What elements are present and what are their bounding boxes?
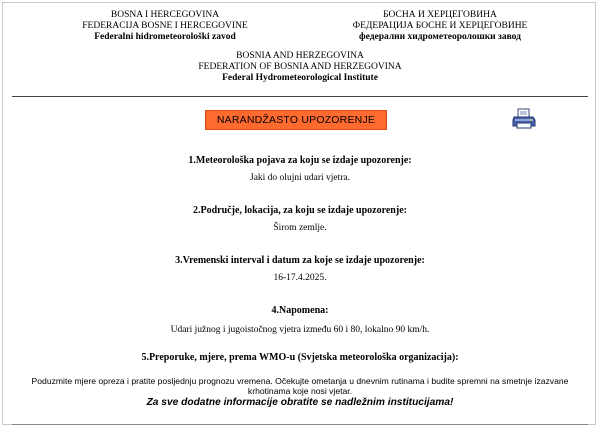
header-center-federation: FEDERATION OF BOSNIA AND HERZEGOVINA — [198, 62, 402, 72]
section-2-text: Širom zemlje. — [273, 223, 327, 233]
header-center — [180, 51, 420, 84]
header-right-federation: ФЕДЕРАЦИЈА БОСНЕ И ХЕРЦЕГОВИНЕ — [352, 21, 528, 31]
section-3-title: 3.Vremenski interval i datum za koje se izdaje upozorenje: — [175, 255, 425, 266]
header-divider — [12, 96, 588, 97]
header-center-country: BOSNIA AND HERZEGOVINA — [236, 51, 364, 61]
section-4-text: Udari južnog i jugoistočnog vjetra između 60 i 80, lokalno 90 km/h. — [170, 325, 430, 335]
closing-note: Za sve dodatne informacije obratite se nadležnim institucijama! — [146, 397, 454, 408]
section-2-title: 2.Područje, lokacija, za koju se izdaje upozorenje: — [193, 205, 407, 216]
header-right — [335, 10, 545, 43]
header-left-institute: Federalni hidrometeorološki zavod — [94, 32, 236, 42]
header-center-institute: Federal Hydrometeorological Institute — [222, 73, 378, 83]
printer-icon[interactable] — [512, 108, 536, 130]
section-1-title: 1.Meteorološka pojava za koju se izdaje upozorenje: — [188, 155, 412, 166]
header-left-federation: FEDERACIJA BOSNE I HERCEGOVINE — [82, 21, 248, 31]
footer-divider — [12, 424, 588, 425]
section-3-text: 16-17.4.2025. — [273, 273, 327, 283]
section-5-text: Poduzmite mjere opreza i pratite posljednju prognozu vremena. Očekujte ometanja u dnevnim rutinama i budite spremni na smetnje izazvane krhotinama koje nosi vjetar. — [31, 376, 569, 396]
section-4-title: 4.Napomena: — [271, 305, 329, 316]
header-left-country: BOSNA I HERCEGOVINA — [110, 10, 220, 20]
header-left — [60, 10, 270, 43]
warning-level-badge: NARANDŽASTO UPOZORENJE — [205, 110, 387, 130]
header-right-institute: федерални хидрометеоролошки завод — [359, 32, 521, 42]
section-1-text: Jaki do olujni udari vjetra. — [250, 173, 350, 183]
section-5-title: 5.Preporuke, mjere, prema WMO-u (Svjetska meteorološka organizacija): — [141, 352, 459, 363]
header-right-country: БОСНА И ХЕРЦЕГОВИНА — [383, 10, 497, 20]
